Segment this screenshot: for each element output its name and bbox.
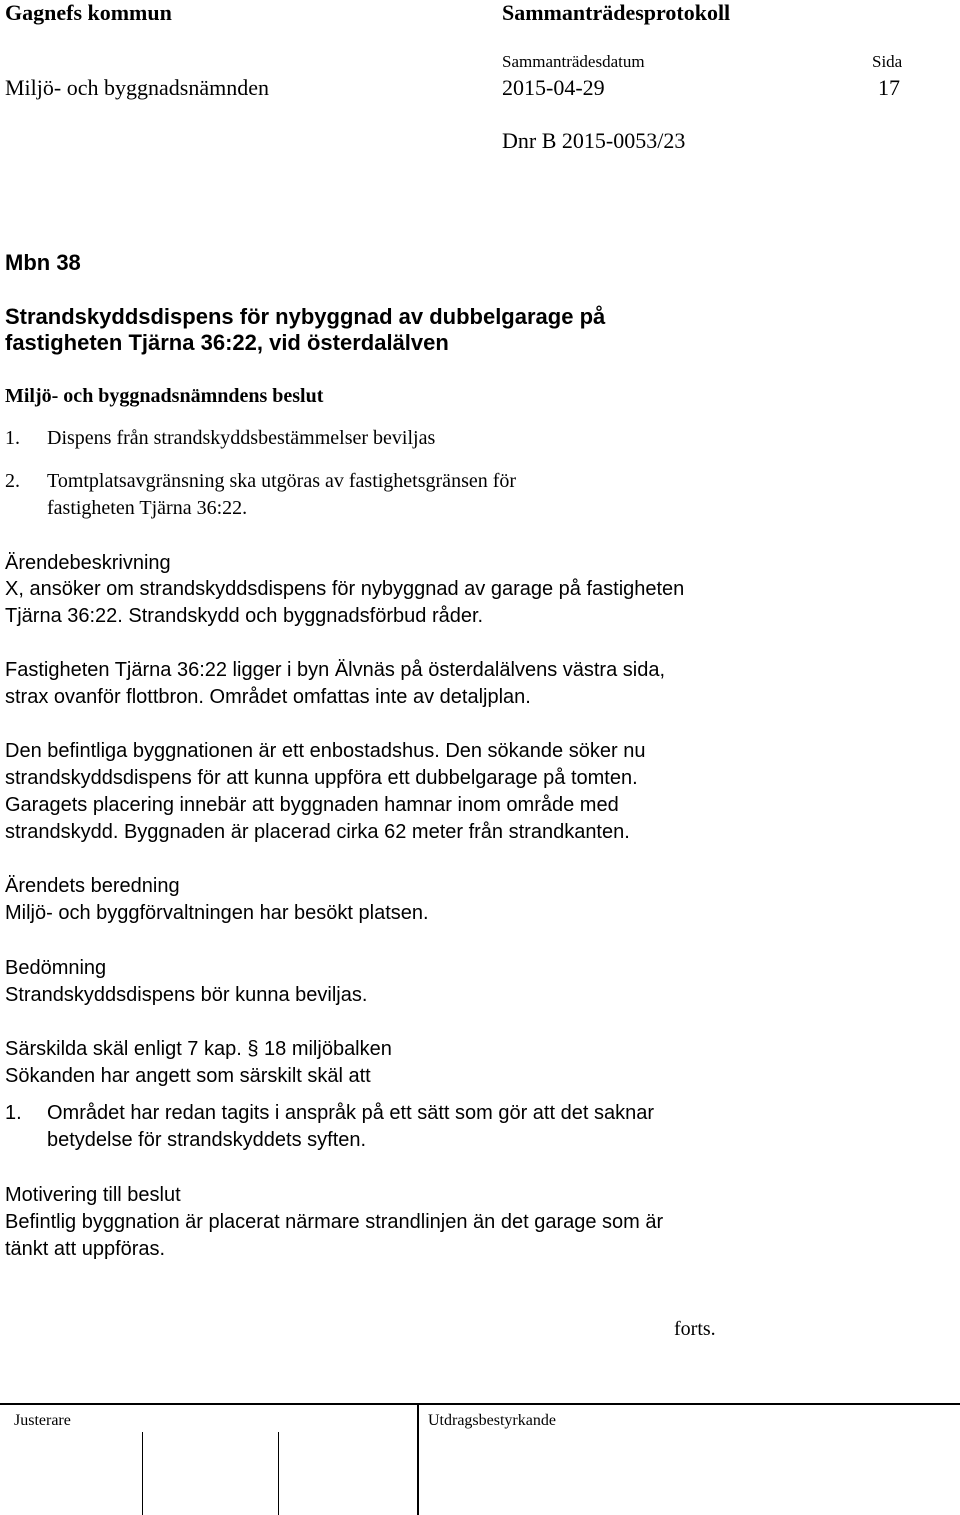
decision-item-text: Tomtplatsavgränsning ska utgöras av fastighetsgränsen för xyxy=(47,470,517,492)
footer-divider xyxy=(417,1403,419,1515)
preparation-heading: Ärendets beredning xyxy=(5,875,180,897)
certification-label: Utdragsbestyrkande xyxy=(428,1412,556,1429)
case-title-line-2: fastigheten Tjärna 36:22, vid österdalälven xyxy=(5,330,449,355)
description-p3-line: strandskydd. Byggnaden är placerad cirka 62 meter från strandkanten. xyxy=(5,821,630,843)
meeting-date: 2015-04-29 xyxy=(502,75,605,100)
assessment-heading: Bedömning xyxy=(5,957,107,979)
special-reasons-item-text: Området har redan tagits i anspråk på ett sätt som gör att det saknar xyxy=(47,1102,654,1124)
motivation-line: tänkt att uppföras. xyxy=(5,1238,166,1260)
decision-item-text-continued: fastigheten Tjärna 36:22. xyxy=(47,497,248,519)
special-reasons-heading: Särskilda skäl enligt 7 kap. § 18 miljöbalken xyxy=(5,1038,392,1060)
continued-marker: forts. xyxy=(674,1318,716,1340)
description-p3-line: Den befintliga byggnationen är ett enbostadshus. Den sökande söker nu xyxy=(5,740,646,762)
page-label: Sida xyxy=(872,52,903,71)
description-p3-line: strandskyddsdispens för att kunna uppföra ett dubbelgarage på tomten. xyxy=(5,767,638,789)
description-p3-line: Garagets placering innebär att byggnaden hamnar inom område med xyxy=(5,794,619,816)
decision-heading: Miljö- och byggnadsnämndens beslut xyxy=(5,385,324,407)
description-p1-line: Tjärna 36:22. Strandskydd och byggnadsförbud råder. xyxy=(5,605,484,627)
description-p1-line: X, ansöker om strandskyddsdispens för nybyggnad av garage på fastigheten xyxy=(5,578,685,600)
decision-item-number: 2. xyxy=(5,470,20,492)
special-reasons-item-text-continued: betydelse för strandskyddets syften. xyxy=(47,1129,367,1151)
section-number: Mbn 38 xyxy=(5,250,81,275)
signature-box-divider xyxy=(278,1432,279,1515)
special-reasons-intro: Sökanden har angett som särskilt skäl att xyxy=(5,1065,371,1087)
signature-box-divider xyxy=(142,1432,143,1515)
description-p2-line: Fastigheten Tjärna 36:22 ligger i byn Älvnäs på österdalälvens västra sida, xyxy=(5,659,666,681)
committee-name: Miljö- och byggnadsnämnden xyxy=(5,75,269,100)
description-p2-line: strax ovanför flottbron. Området omfattas inte av detaljplan. xyxy=(5,686,531,708)
decision-item-text: Dispens från strandskyddsbestämmelser beviljas xyxy=(47,427,436,449)
footer-top-rule xyxy=(0,1403,960,1405)
preparation-text: Miljö- och byggförvaltningen har besökt platsen. xyxy=(5,902,429,924)
case-title-line-1: Strandskyddsdispens för nybyggnad av dubbelgarage på xyxy=(5,304,606,329)
decision-item-number: 1. xyxy=(5,427,20,449)
motivation-heading: Motivering till beslut xyxy=(5,1184,181,1206)
special-reasons-item-number: 1. xyxy=(5,1102,22,1124)
document-type: Sammanträdesprotokoll xyxy=(502,0,731,25)
assessment-text: Strandskyddsdispens bör kunna beviljas. xyxy=(5,984,368,1006)
description-heading: Ärendebeskrivning xyxy=(5,552,171,574)
page-number: 17 xyxy=(878,75,900,100)
case-number: Dnr B 2015-0053/23 xyxy=(502,128,686,153)
motivation-line: Befintlig byggnation är placerat närmare strandlinjen än det garage som är xyxy=(5,1211,664,1233)
municipality-name: Gagnefs kommun xyxy=(5,0,172,25)
meeting-date-label: Sammanträdesdatum xyxy=(502,52,645,71)
adjuster-label: Justerare xyxy=(14,1412,71,1429)
